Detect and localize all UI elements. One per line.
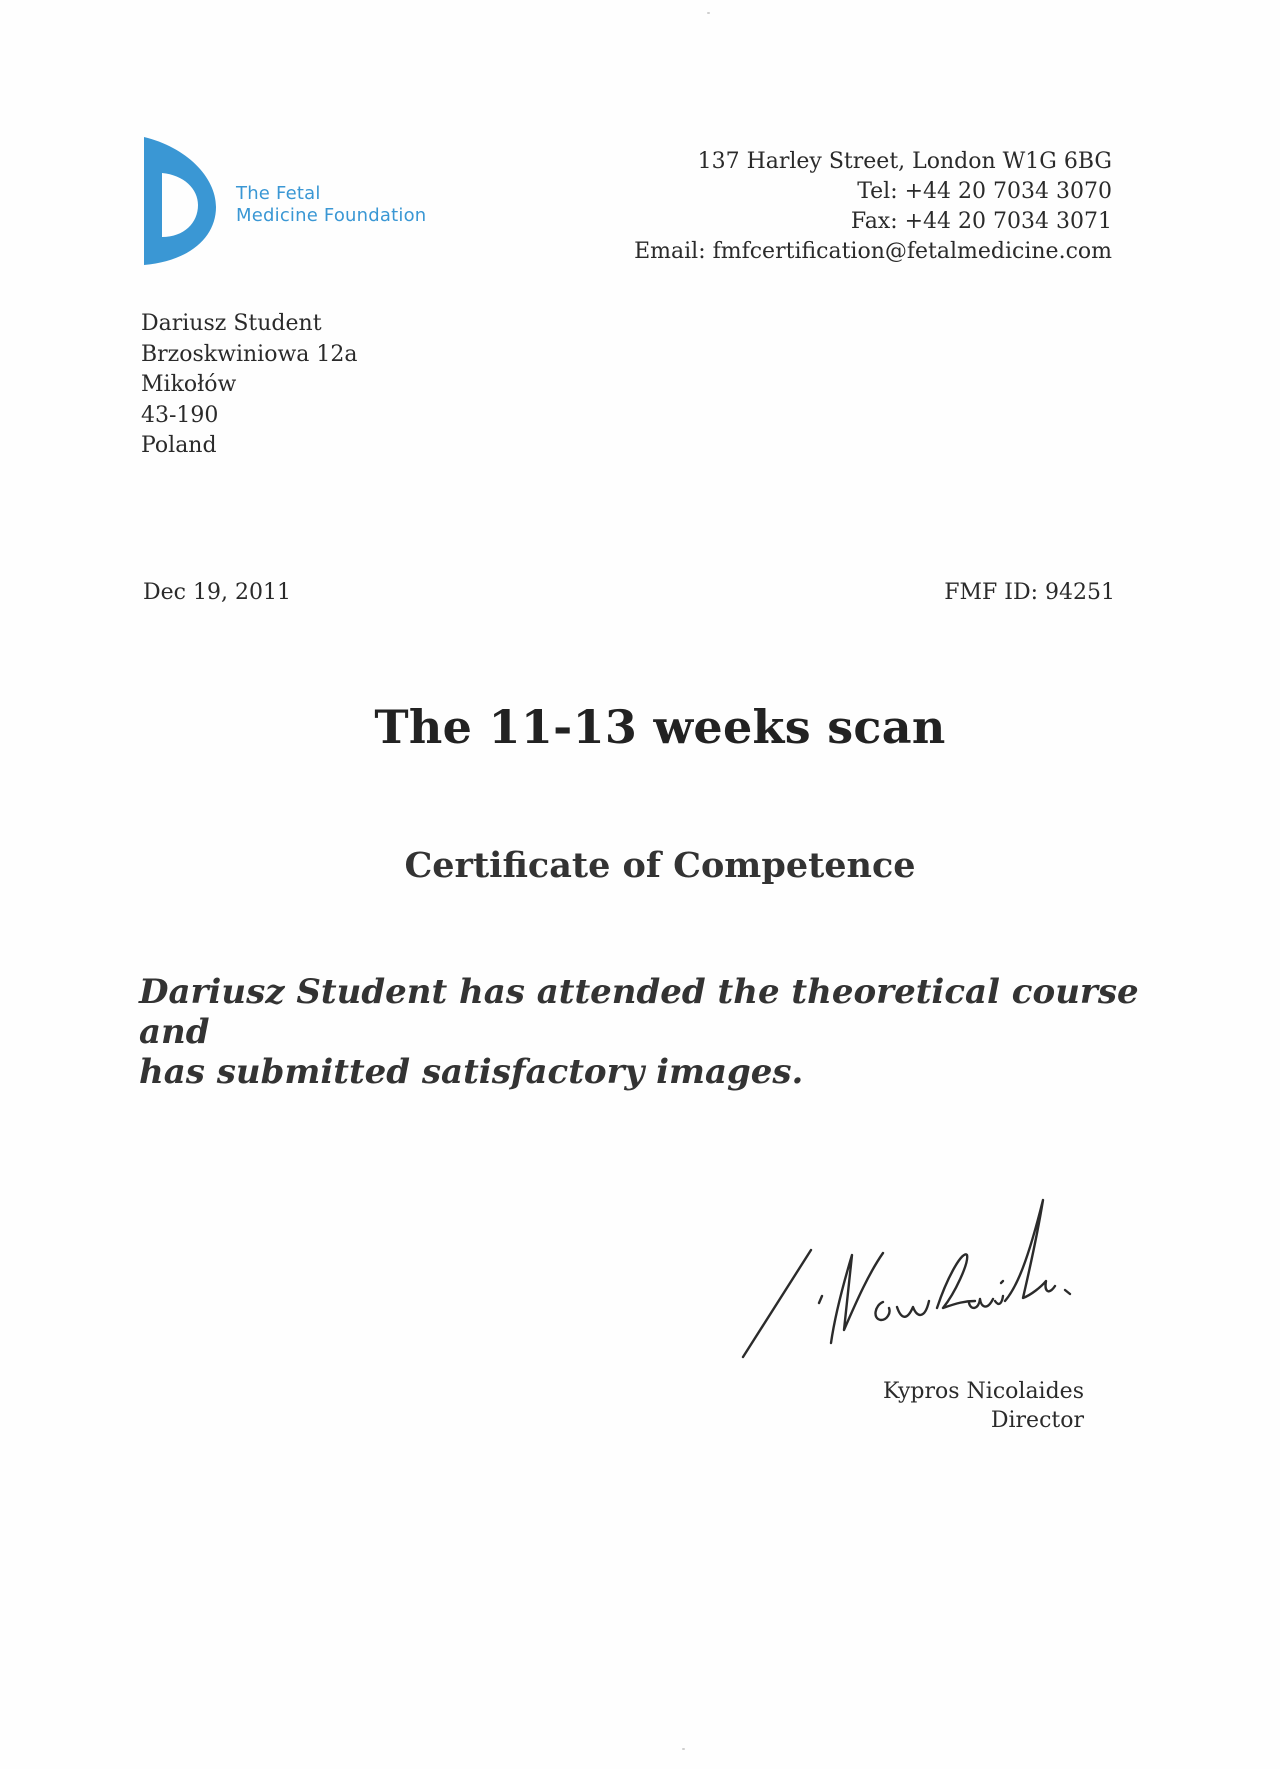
certificate-title: The 11-13 weeks scan [374,700,946,754]
sender-contact-block [634,147,1112,267]
issue-date: Dec 19, 2011 [143,580,291,605]
signatory-name: Kypros Nicolaides [882,1379,1084,1404]
scan-speck [707,12,710,14]
recipient-address-block [141,309,358,462]
sender-address: 137 Harley Street, London W1G 6BG [697,149,1112,174]
sender-tel: Tel: +44 20 7034 3070 [857,179,1112,204]
recipient-city: Mikołów [141,372,237,397]
foundation-logo-text [236,183,426,227]
recipient-country: Poland [141,433,217,458]
fmf-id: FMF ID: 94251 [944,580,1115,605]
certificate-subtitle: Certificate of Competence [404,845,916,886]
certificate-statement [139,972,1179,1092]
statement-line-2: has submitted satisfactory images. [139,1052,804,1092]
sender-fax: Fax: +44 20 7034 3071 [850,209,1112,234]
scan-speck [682,1748,685,1750]
recipient-street: Brzoskwiniowa 12a [141,341,358,367]
handwritten-signature [735,1195,1095,1365]
foundation-logo [144,137,444,265]
statement-line-1: Dariusz Student has attended the theoretical course and [139,972,1139,1052]
logo-line-2: Medicine Foundation [236,205,427,226]
sender-email: Email: fmfcertification@fetalmedicine.com [634,239,1112,264]
logo-line-1: The Fetal [236,183,321,204]
foundation-logo-mark [144,137,224,265]
recipient-postcode: 43-190 [141,402,219,428]
recipient-name: Dariusz Student [141,311,322,336]
signatory-role: Director [990,1408,1084,1433]
signatory-block [883,1377,1084,1435]
